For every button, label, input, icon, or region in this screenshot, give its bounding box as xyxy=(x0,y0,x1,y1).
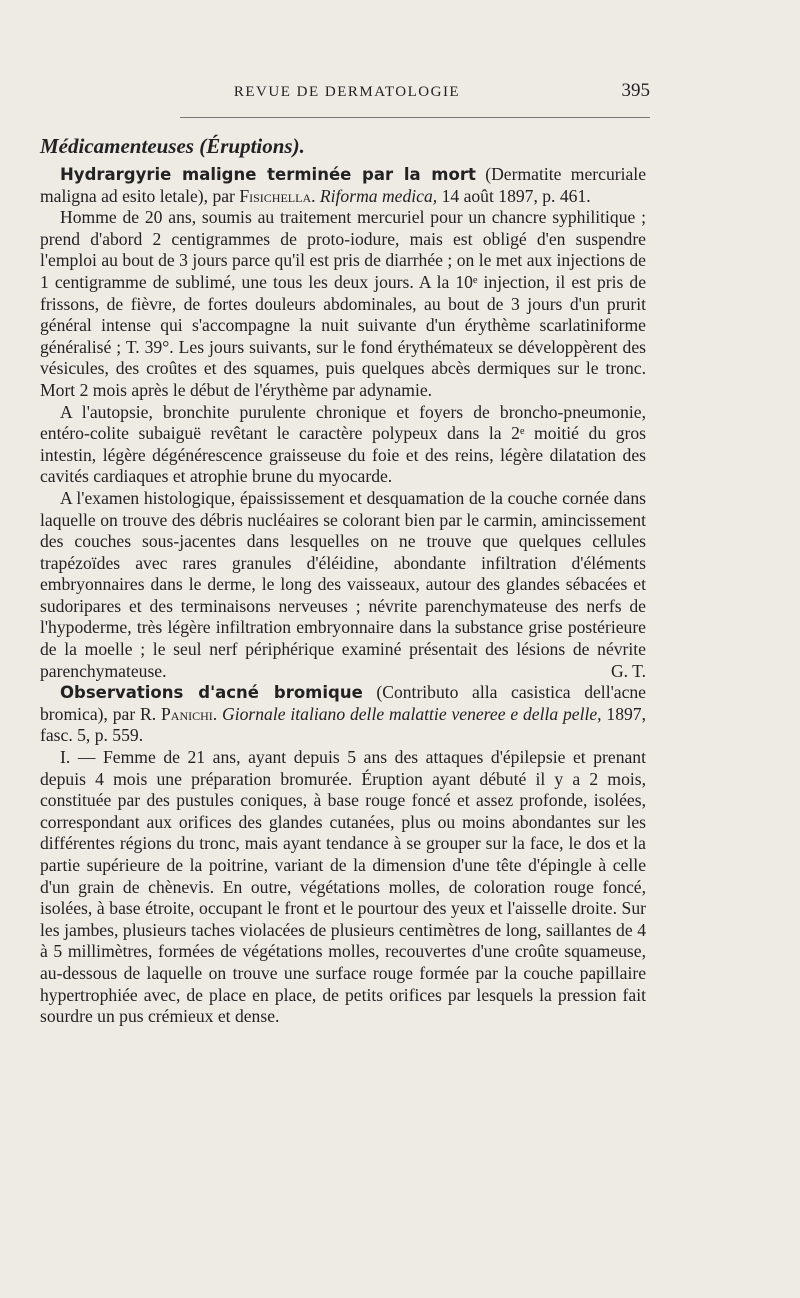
article1-title: Hydrargyrie maligne terminée par la mort xyxy=(60,165,476,184)
article2-title: Observations d'acné bromique xyxy=(60,683,363,703)
article2-citation-suffix: 1897, fasc. 5, p. 559. xyxy=(40,703,646,746)
article1-citation-suffix: 14 août 1897, p. 461. xyxy=(437,185,591,206)
article1-journal: Riforma medica, xyxy=(319,185,438,206)
article2-journal: Giornale italiano delle malattie veneree e della pelle, xyxy=(222,703,602,724)
article2-paragraph-1: I. — Femme de 21 ans, ayant depuis 5 ans des attaques d'épilepsie et prenant depuis 4 mois une préparation bromurée. Éruption ayant débuté il y a 2 mois, constituée par des pustules coniques, à base rouge foncé et assez profonde, isolées, correspondant aux orifices des glandes cutanées, plus ou moins abondantes sur les différentes régions du tronc, mais ayant tendance à se grouper sur la face, le dos et la partie supérieure de la poitrine, variant de la dimension d'une tête d'épingle à celle d'un grain de chènevis. En outre, végétations molles, de coloration rouge foncé, isolées, à base étroite, occupant le front et le pourtour des yeux et l'aisselle droite. Sur les jambes, plusieurs taches violacées de plusieurs centimètres de long, saillantes de 4 à 5 millimètres, formées de végétations molles, recouvertes d'une croûte squameuse, au-dessous de laquelle on trouve une surface rouge formée par la couche papillaire hypertrophiée avec, de place en place, de petits orifices par lesquels la pression fait sourdre un pus crémieux et dense. xyxy=(40,747,646,1027)
article1-paragraph-3 xyxy=(40,488,646,682)
header-rule xyxy=(180,117,650,118)
article1-heading xyxy=(40,164,646,207)
article2-heading xyxy=(40,682,646,747)
running-header xyxy=(44,80,650,110)
article2-citation-prefix: (Contributo alla casistica dell'acne bromica), par R. xyxy=(40,682,646,724)
journal-title: REVUE DE DERMATOLOGIE xyxy=(233,84,461,100)
article1-paragraph-2: A l'autopsie, bronchite purulente chronique et foyers de broncho-pneumonie, entéro-colite subaiguë revêtant le caractère polypeux dans la 2ᵉ moitié du gros intestin, légère dégénérescence graisseuse du foie et des reins, légère dilatation des cavités cardiaques et atrophie brune du myocarde. xyxy=(40,401,646,487)
article2-citation-mid: . xyxy=(212,703,223,724)
article1-citation-prefix: (Dermatite mercuriale maligna ad esito letale), par xyxy=(40,164,647,206)
page-number: 395 xyxy=(621,80,650,101)
article1-paragraph-1: Homme de 20 ans, soumis au traitement mercuriel pour un chancre syphilitique ; prend d'abord 2 centigrammes de proto-iodure, mais est obligé d'en suspendre l'emploi au bout de 3 jours parce qu'il est pris de diarrhée ; on le met aux injections de 1 centigramme de sublimé, une tous les deux jours. A la 10ᵉ injection, il est pris de frissons, de fièvre, de fortes douleurs abdominales, au bout de 3 jours d'un prurit général intense qui s'accompagne la nuit suivante d'un érythème scarlatiniforme généralisé ; T. 39°. Les jours suivants, sur le fond érythémateux se développèrent des vésicules, des croûtes et des squames, puis quelques abcès dermiques sur le tronc. Mort 2 mois après le début de l'érythème par adynamie. xyxy=(40,207,646,400)
article1-signature: G. T. xyxy=(610,660,646,681)
article1-paragraph-3-text: A l'examen histologique, épaississement et desquamation de la couche cornée dans laquelle on trouve des débris nucléaires se colorant bien par le carmin, amincissement des couches sous-jacentes dans lesquelles on ne trouve que quelques cellules trapézoïdes avec rares granules d'éléidine, abondante infiltration d'éléments embryonnaires dans le derme, le long des vaisseaux, autour des glandes sébacées et sudoripares et des terminaisons nerveuses ; névrite parenchymateuse des nerfs de l'hypoderme, très légère infiltration embryonnaire dans la substance grise postérieure de la moelle ; le seul nerf périphérique examiné présentait des lésions de névrite parenchymateuse. xyxy=(40,487,646,681)
section-title: Médicamenteuses (Éruptions). xyxy=(40,134,305,158)
article1-citation-mid: . xyxy=(311,185,320,206)
article2-author: Panichi xyxy=(161,703,213,724)
article1-author: Fisichella xyxy=(239,185,312,206)
article-body xyxy=(40,128,646,1028)
